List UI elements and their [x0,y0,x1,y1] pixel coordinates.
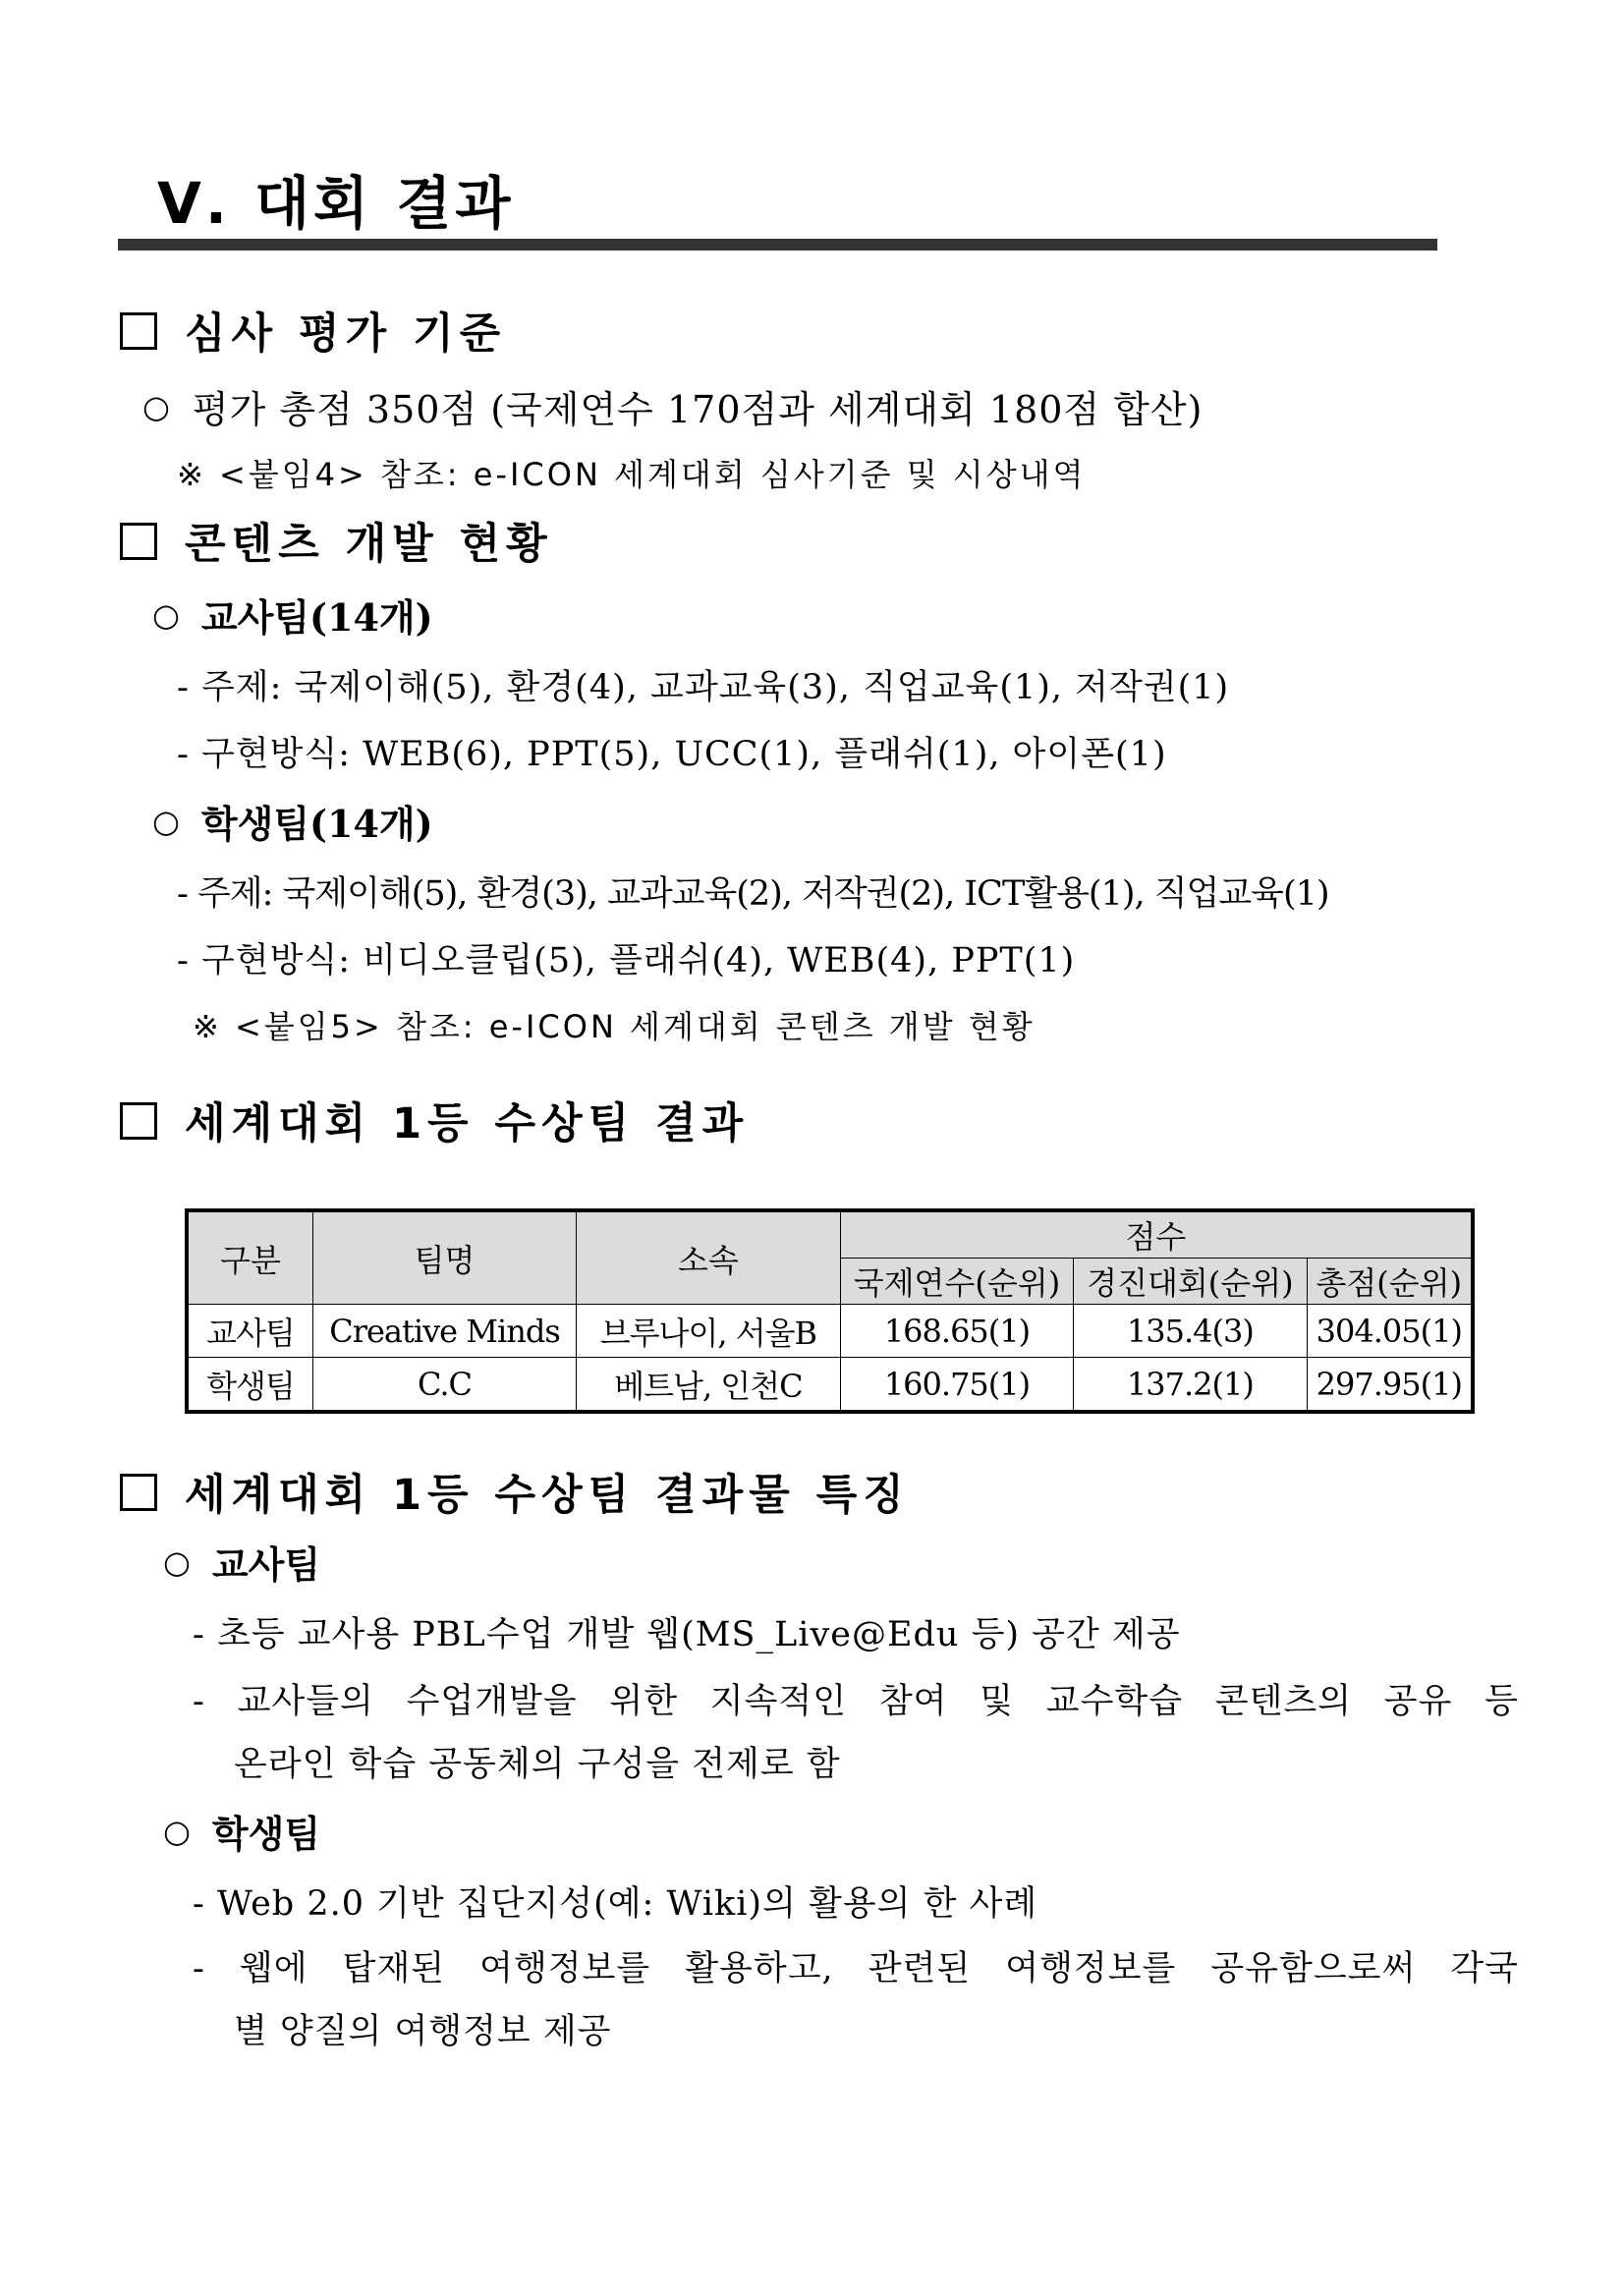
checkbox-square-icon [120,523,157,560]
results-table [185,1208,1475,1414]
reference-note: ※ <붙임4> 참조: e-ICON 세계대회 심사기준 및 시상내역 [177,456,1087,493]
teacher-feature-line: - 교사들의 수업개발을 위한 지속적인 참여 및 교수학습 콘텐츠의 공유 등 [193,1682,1519,1721]
checkbox-square-icon [120,1474,157,1511]
checkbox-square-icon [120,312,157,350]
header-affiliation: 소속 [577,1210,841,1305]
evaluation-total-item: ○ 평가 총점 350점 (국제연수 170점과 세계대회 180점 합산) [142,387,1204,431]
teacher-team-label: ○ 교사팀 [163,1542,321,1587]
student-topic-line: - 주제: 국제이해(5), 환경(3), 교과교육(2), 저작권(2), ICT활용(1), 직업교육(1) [177,874,1329,914]
student-method-line: - 구현방식: 비디오클립(5), 플래쉬(4), WEB(4), PPT(1) [177,941,1076,980]
header-score: 점수 [840,1210,1473,1259]
header-team: 팀명 [312,1210,576,1305]
header-group: 구분 [187,1210,312,1305]
heading-number: Ⅴ. [157,170,231,237]
subheader-contest: 경진대회(순위) [1074,1259,1307,1305]
table-row: 교사팀 Creative Minds 브루나이, 서울B 168.65(1) 135.4(3) 304.05(1) [187,1305,1473,1358]
circle-bullet-icon: ○ [142,387,171,425]
section-title: 콘텐츠 개발 현황 [185,520,553,569]
circle-bullet-icon: ○ [152,802,180,840]
teacher-feature-line-cont: 온라인 학습 공동체의 구성을 전제로 함 [234,1745,841,1784]
section-content-status [120,511,553,571]
section-title: 세계대회 1등 수상팀 결과물 특징 [185,1471,910,1520]
student-feature-line-cont: 별 양질의 여행정보 제공 [234,2012,612,2051]
page-heading [157,157,514,240]
reference-note: ※ <붙임5> 참조: e-ICON 세계대회 콘텐츠 개발 현황 [193,1008,1036,1045]
teacher-feature-line: - 초등 교사용 PBL수업 개발 웹(MS_Live@Edu 등) 공간 제공 [193,1615,1181,1654]
heading-title: 대회 결과 [254,170,515,237]
student-feature-line: - Web 2.0 기반 집단지성(예: Wiki)의 활용의 한 사례 [193,1884,1038,1924]
circle-bullet-icon: ○ [163,1812,191,1850]
heading-rule [118,239,1437,251]
teacher-team-label: ○ 교사팀(14개) [152,595,433,640]
student-feature-line: - 웹에 탑재된 여행정보를 활용하고, 관련된 여행정보를 공유함으로써 각국 [193,1949,1519,1988]
section-title: 심사 평가 기준 [185,309,507,359]
subheader-total: 총점(순위) [1307,1259,1473,1305]
student-team-label: ○ 학생팀 [163,1812,321,1856]
section-title: 세계대회 1등 수상팀 결과 [185,1099,750,1148]
subheader-training: 국제연수(순위) [840,1259,1073,1305]
section-winner-features [120,1462,910,1522]
checkbox-square-icon [120,1102,157,1140]
table-row: 학생팀 C.C 베트남, 인천C 160.75(1) 137.2(1) 297.95(1) [187,1358,1473,1413]
table-header-row [187,1210,1473,1259]
student-team-label: ○ 학생팀(14개) [152,802,433,846]
section-evaluation-criteria [120,301,506,361]
section-winner-results [120,1091,749,1150]
circle-bullet-icon: ○ [163,1542,191,1581]
teacher-topic-line: - 주제: 국제이해(5), 환경(4), 교과교육(3), 직업교육(1), 저작권(1) [177,668,1230,707]
teacher-method-line: - 구현방식: WEB(6), PPT(5), UCC(1), 플래쉬(1), 아이폰(1) [177,735,1167,774]
circle-bullet-icon: ○ [152,595,180,634]
